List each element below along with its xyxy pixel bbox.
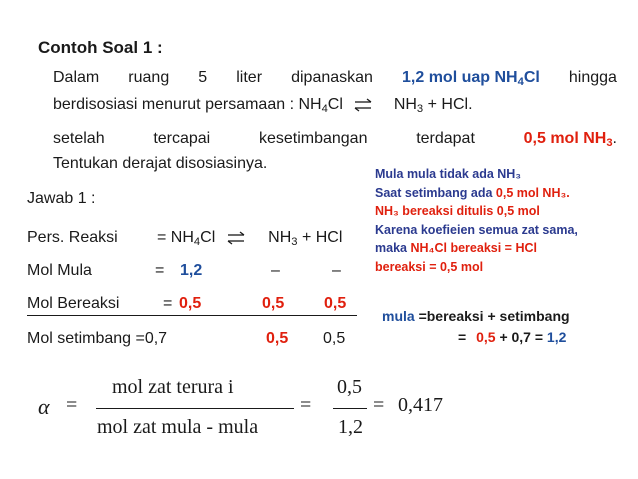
note-text: Saat setimbang ada [375, 185, 493, 200]
note-highlight: NH₄Cl [410, 241, 447, 255]
explanation-notes [375, 165, 578, 276]
note-line: NH₃ bereaksi ditulis 0,5 mol [375, 204, 540, 218]
problem-line-2 [53, 96, 473, 114]
bereaksi-value: 0,5 [179, 295, 202, 312]
note-line [375, 239, 578, 258]
bereaksi-value: 0,5 [324, 295, 347, 312]
bereaksi-label: Mol Bereaksi [27, 295, 120, 312]
problem-line-1 [53, 69, 617, 87]
mula-label: Mol Mula [27, 262, 92, 279]
word: terdapat [416, 130, 475, 147]
text: . [612, 130, 617, 147]
fraction-denominator: 1,2 [338, 416, 363, 438]
setimbang-value: 0,5 [323, 330, 346, 347]
mula-word: mula [382, 308, 415, 324]
sum-result: 1,2 [546, 329, 567, 345]
highlight-text: 0,5 mol NH [523, 130, 607, 147]
word: setelah [53, 130, 105, 147]
text: Cl [327, 96, 343, 113]
bereaksi-underline [27, 315, 357, 316]
formula-eq: = [66, 394, 78, 416]
formula-eq: = [373, 394, 385, 416]
note-highlight: 0,5 mol NH₃. [495, 185, 570, 200]
note-highlight: bereaksi = HCl [450, 241, 537, 255]
subscript: 3 [606, 136, 613, 149]
note-line: Mula mula tidak ada NH₃ [375, 167, 522, 181]
text: NH [393, 96, 417, 113]
mula-eq: = [155, 262, 165, 279]
mula-sum-line-1 [382, 308, 570, 324]
text: = [458, 329, 467, 345]
highlight-amount [402, 69, 540, 87]
reaction-equation [157, 229, 342, 247]
fraction-numerator: 0,5 [337, 376, 362, 398]
note-line: Karena koefieien semua zat sama, [375, 222, 578, 237]
subscript: 4 [517, 75, 524, 88]
word: ruang [128, 69, 170, 86]
highlight-tail: Cl [523, 69, 540, 86]
formula-numerator: mol zat terura i [112, 376, 234, 398]
mula-sum-line-2 [458, 329, 566, 345]
note-line [375, 184, 578, 203]
problem-line-4: Tentukan derajat disosiasinya. [53, 155, 268, 172]
sum-part: 0,5 [476, 329, 496, 345]
word: tercapai [153, 130, 211, 147]
setimbang-label: Mol setimbang =0,7 [27, 330, 168, 347]
setimbang-value: 0,5 [266, 330, 289, 347]
text: + HCl [301, 229, 343, 246]
subscript: 4 [321, 102, 328, 115]
note-text: maka [375, 241, 407, 255]
highlight-text: 1,2 mol uap NH [402, 69, 518, 86]
text: berdisosiasi menurut persamaan : NH [53, 96, 322, 113]
mula-dash: – [332, 262, 341, 279]
bereaksi-value: 0,5 [262, 295, 285, 312]
equilibrium-arrow-icon [353, 98, 373, 112]
text: + 0,7 = [499, 329, 544, 345]
highlight-amount [524, 130, 617, 148]
word: Dalam [53, 69, 100, 86]
text: NH [268, 229, 292, 246]
subscript: 3 [291, 235, 298, 248]
answer-heading: Jawab 1 : [27, 190, 96, 207]
text: Cl [200, 229, 216, 246]
reaction-label: Pers. Reaksi [27, 229, 118, 246]
word: hingga [568, 69, 617, 86]
word: 5 [198, 69, 208, 86]
text: =bereaksi + setimbang [414, 308, 570, 324]
mula-dash: – [271, 262, 280, 279]
subscript: 3 [416, 102, 424, 115]
note-line: bereaksi = 0,5 mol [375, 259, 484, 274]
equilibrium-arrow-icon [226, 231, 246, 245]
fraction-bar [96, 408, 294, 409]
formula-result: 0,417 [398, 394, 443, 416]
word: kesetimbangan [258, 130, 368, 147]
fraction-bar [333, 408, 367, 409]
alpha-symbol: α [38, 394, 50, 419]
slide-title: Contoh Soal 1 : [38, 38, 163, 57]
word: dipanaskan [291, 69, 373, 86]
word: liter [236, 69, 263, 86]
problem-line-3 [53, 130, 617, 148]
subscript: 4 [193, 235, 201, 248]
bereaksi-eq: = [163, 295, 173, 312]
mula-value: 1,2 [180, 262, 203, 279]
text: + HCl. [427, 96, 473, 113]
text: = NH [157, 229, 194, 246]
formula-eq: = [300, 394, 312, 416]
formula-denominator: mol zat mula - mula [97, 416, 259, 438]
